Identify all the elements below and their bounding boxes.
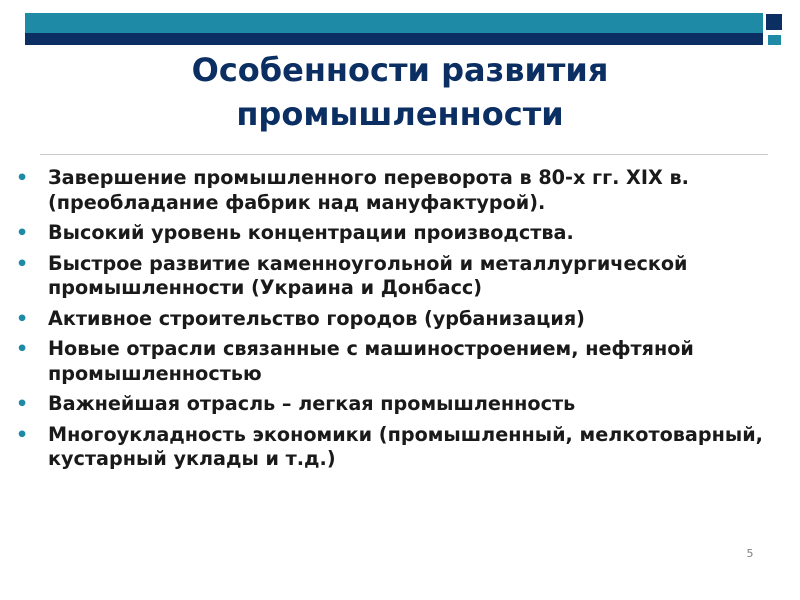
bullet-icon: • [16, 423, 29, 446]
bullet-item [16, 392, 776, 417]
bullet-text: Важнейшая отрасль – легкая промышленность [48, 392, 576, 415]
bullet-icon: • [16, 222, 29, 244]
title-divider [40, 154, 768, 155]
bullet-item [16, 337, 776, 386]
bullet-item [16, 307, 776, 332]
slide-number: 5 [746, 547, 754, 560]
bullet-text: Активное строительство городов (урбанизация) [48, 306, 585, 330]
bullet-text: Многоукладность экономики (промышленный, мелкотоварный, кустарный уклады и т.д.) [48, 422, 763, 470]
decor-square-small [767, 34, 782, 46]
title-line-1: Особенности развития [191, 51, 609, 89]
bullet-item [16, 252, 776, 301]
bullet-icon: • [16, 393, 29, 415]
bullet-list [16, 166, 776, 478]
decor-square-large [765, 13, 783, 31]
bullet-icon: • [16, 307, 29, 330]
bullet-text: Высокий уровень концентрации производства. [48, 221, 574, 244]
bullet-icon: • [16, 252, 29, 275]
bullet-text: Быстрое развитие каменноугольной и металлургической промышленности (Украина и Донбасс) [48, 251, 688, 299]
bullet-item [16, 166, 776, 215]
bullet-item [16, 221, 776, 246]
bullet-text: Завершение промышленного переворота в 80-х гг. XIX в.(преобладание фабрик над мануфактурой). [48, 166, 689, 214]
bullet-item [16, 423, 776, 472]
header-bar-teal [25, 13, 763, 33]
bullet-icon: • [16, 338, 29, 360]
slide-title [60, 48, 740, 136]
bullet-text: Новые отрасли связанные с машиностроением, нефтяной промышленностью [48, 337, 694, 385]
header-bar-navy [25, 33, 763, 45]
title-line-2: промышленности [236, 95, 564, 133]
bullet-icon: • [16, 167, 29, 189]
